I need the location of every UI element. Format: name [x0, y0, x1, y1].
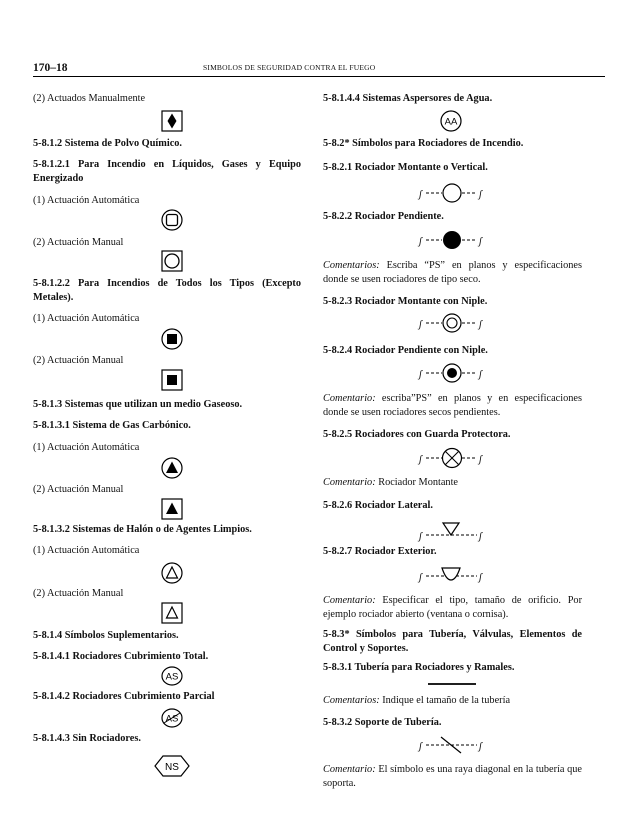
heading-5-8-1-2-1: 5-8.1.2.1 Para Incendio en Líquidos, Gases y Equipo Energizado	[33, 159, 301, 184]
heading-5-8-1-3-1: 5-8.1.3.1 Sistema de Gas Carbónico.	[33, 420, 191, 431]
text-manual-3: (2) Actuación Manual	[33, 484, 124, 495]
text-manual-1: (2) Actuación Manual	[33, 237, 124, 248]
pipe-line-icon	[428, 681, 476, 687]
page-header	[33, 62, 605, 77]
upright-sprinkler-nipple-icon	[419, 313, 489, 333]
auto-halon-triangle-icon	[161, 562, 183, 584]
heading-5-8-3-2: 5-8.3.2 Soporte de Tubería.	[323, 717, 442, 728]
heading-5-8-3-1: 5-8.3.1 Tubería para Rociadores y Ramales.	[323, 662, 515, 673]
comment-label-3: Comentario:	[323, 477, 376, 488]
partial-coverage-as-icon	[161, 708, 183, 728]
comment-label-2: Comentario:	[323, 393, 376, 404]
svg-text:ʃ: ʃ	[479, 236, 482, 247]
heading-5-8-2-7: 5-8.2.7 Rociador Exterior.	[323, 546, 437, 557]
comment-label-6: Comentario:	[323, 764, 376, 775]
upright-sprinkler-icon	[419, 183, 489, 203]
text-manual-4: (2) Actuación Manual	[33, 588, 124, 599]
comment-upright	[323, 476, 582, 490]
total-coverage-as-icon	[161, 666, 183, 686]
comment-text-2: escriba”PS” en planos y en especificaciones donde se usen rociadores secos pendientes.	[323, 393, 582, 418]
pendent-sprinkler-icon	[419, 230, 489, 250]
svg-text:ʃ: ʃ	[479, 572, 482, 583]
text-automatic-3: (1) Actuación Automática	[33, 442, 140, 453]
comment-label-1: Comentarios:	[323, 260, 380, 271]
heading-5-8-2: 5-8.2* Símbolos para Rociadores de Incendio.	[323, 138, 524, 149]
auto-dry-chemical-square-icon	[161, 209, 183, 231]
svg-text:ʃ: ʃ	[419, 189, 422, 200]
heading-5-8-2-5: 5-8.2.5 Rociadores con Guarda Protectora.	[323, 429, 511, 440]
svg-text:ʃ: ʃ	[479, 189, 482, 200]
svg-text:ʃ: ʃ	[419, 741, 422, 752]
heading-5-8-1-4-2: 5-8.1.4.2 Rociadores Cubrimiento Parcial	[33, 691, 215, 702]
auto-all-fires-filled-square-icon	[161, 328, 183, 350]
heading-5-8-1-3: 5-8.1.3 Sistemas que utilizan un medio Gaseoso.	[33, 399, 243, 410]
manual-all-fires-filled-square-icon	[161, 369, 183, 391]
comment-dry-sprinklers	[323, 259, 582, 286]
manual-co2-filled-triangle-icon	[161, 498, 183, 520]
as-label-1: AS	[165, 671, 179, 683]
comment-text-6: El símbolo es una raya diagonal en la tubería que soporta.	[323, 764, 582, 789]
heading-5-8-1-4-4: 5-8.1.4.4 Sistemas Aspersores de Agua.	[323, 93, 493, 104]
pipe-hanger-icon	[419, 735, 489, 755]
heading-5-8-2-3: 5-8.2.3 Rociador Montante con Niple.	[323, 296, 488, 307]
manual-dry-chemical-circle-icon	[161, 250, 183, 272]
header-title: SIMBOLOS DE SEGURIDAD CONTRA EL FUEGO	[203, 63, 376, 72]
svg-text:ʃ: ʃ	[419, 236, 422, 247]
heading-5-8-2-4: 5-8.2.4 Rociador Pendiente con Niple.	[323, 345, 488, 356]
heading-5-8-2-2: 5-8.2.2 Rociador Pendiente.	[323, 211, 444, 222]
manual-halon-triangle-icon	[161, 602, 183, 624]
heading-5-8-1-2: 5-8.1.2 Sistema de Polvo Químico.	[33, 138, 183, 149]
heading-5-8-2-6: 5-8.2.6 Rociador Lateral.	[323, 500, 433, 511]
as-label-2: AS	[165, 713, 179, 725]
no-sprinklers-ns-icon	[154, 755, 190, 777]
text-automatic-2: (1) Actuación Automática	[33, 313, 140, 324]
comment-label-5: Comentarios:	[323, 695, 380, 706]
heading-5-8-1-4: 5-8.1.4 Símbolos Suplementarios.	[33, 630, 179, 641]
comment-pipe-size	[323, 694, 582, 708]
water-spray-aa-icon	[440, 110, 462, 132]
svg-text:ʃ: ʃ	[479, 369, 482, 380]
text-automatic-1: (1) Actuación Automática	[33, 195, 140, 206]
heading-5-8-3: 5-8.3* Símbolos para Tubería, Válvulas, Elementos de Control y Soportes.	[323, 629, 582, 654]
heading-5-8-1-4-1: 5-8.1.4.1 Rociadores Cubrimiento Total.	[33, 651, 209, 662]
comment-label-4: Comentario:	[323, 595, 376, 606]
svg-text:ʃ: ʃ	[419, 572, 422, 583]
sidewall-sprinkler-icon	[419, 522, 489, 542]
svg-text:ʃ: ʃ	[419, 531, 422, 542]
comment-dry-pendent	[323, 392, 582, 419]
svg-text:ʃ: ʃ	[419, 369, 422, 380]
page-number: 170–18	[33, 62, 68, 74]
comment-text-5: Indique el tamaño de la tubería	[379, 695, 511, 706]
aa-label: AA	[444, 116, 458, 128]
svg-text:ʃ: ʃ	[419, 319, 422, 330]
comment-orifice	[323, 594, 582, 621]
text-automatic-4: (1) Actuación Automática	[33, 545, 140, 556]
comment-hanger	[323, 763, 582, 790]
heading-5-8-1-3-2: 5-8.1.3.2 Sistemas de Halón o de Agentes Limpios.	[33, 524, 252, 535]
heading-5-8-1-4-3: 5-8.1.4.3 Sin Rociadores.	[33, 733, 141, 744]
heading-5-8-2-1: 5-8.2.1 Rociador Montante o Vertical.	[323, 162, 488, 173]
svg-text:ʃ: ʃ	[479, 454, 482, 465]
svg-text:ʃ: ʃ	[479, 741, 482, 752]
text-manual-actuated: (2) Actuados Manualmente	[33, 93, 146, 104]
ns-label: NS	[165, 762, 179, 773]
outside-sprinkler-icon	[419, 565, 489, 585]
auto-co2-filled-triangle-icon	[161, 457, 183, 479]
comment-text-3: Rociador Montante	[375, 477, 458, 488]
svg-text:ʃ: ʃ	[479, 319, 482, 330]
pendent-sprinkler-nipple-icon	[419, 363, 489, 383]
comment-text-1: Escriba “PS” en planos y especificaciones donde se usen rociadores de tipo seco.	[323, 260, 582, 285]
guarded-sprinkler-icon	[419, 447, 489, 469]
heading-5-8-1-2-2: 5-8.1.2.2 Para Incendios de Todos los Tipos (Excepto Metales).	[33, 278, 301, 303]
manual-dry-chemical-diamond-icon	[161, 110, 183, 132]
svg-text:ʃ: ʃ	[419, 454, 422, 465]
comment-text-4: Especificar el tipo, tamaño de orificio. Por ejemplo rociador abierto (ventana o cornisa).	[323, 595, 582, 620]
text-manual-2: (2) Actuación Manual	[33, 355, 124, 366]
svg-text:ʃ: ʃ	[479, 531, 482, 542]
